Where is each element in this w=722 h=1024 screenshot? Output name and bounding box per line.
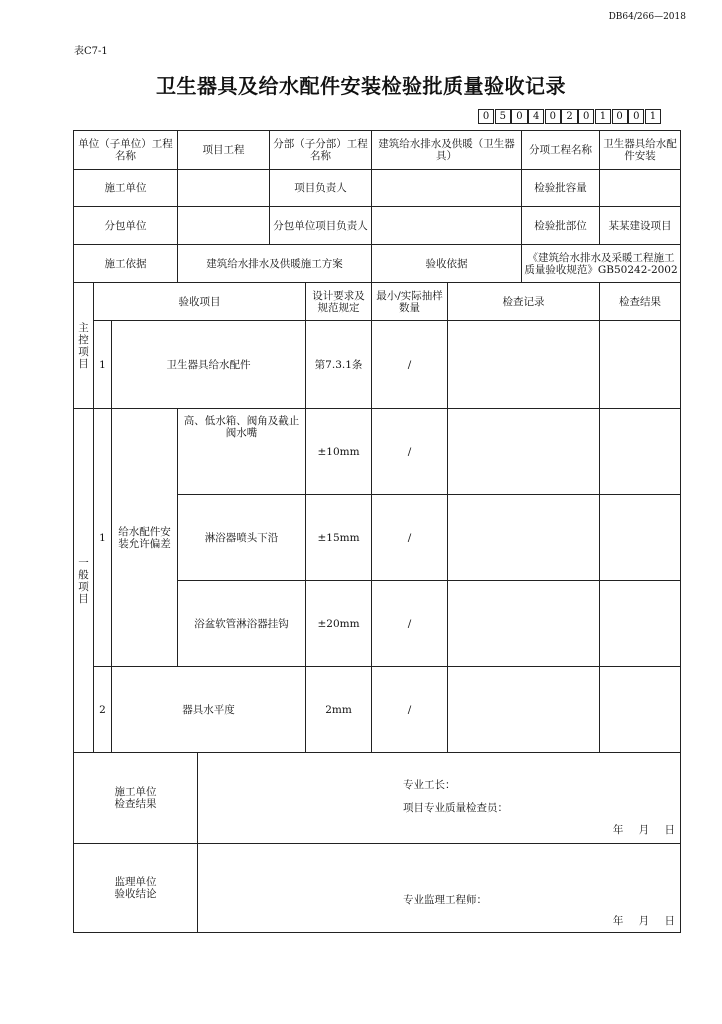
acceptance-basis-label: 验收依据 <box>372 245 522 283</box>
subitem-name-label: 分项工程名称 <box>522 131 600 170</box>
check-record <box>448 581 600 667</box>
inspection-record-table <box>73 130 681 933</box>
check-result <box>600 409 681 495</box>
design-spec: 2mm <box>306 667 372 753</box>
code-digit: 0 <box>478 109 494 124</box>
date-label: 年 月 日 <box>612 915 677 927</box>
check-result <box>600 495 681 581</box>
code-digit: 4 <box>528 109 544 124</box>
page-title: 卫生器具及给水配件安装检验批质量验收记录 <box>156 74 566 98</box>
batch-location-label: 检验批部位 <box>522 207 600 245</box>
group-label: 给水配件安装允许偏差 <box>112 409 178 667</box>
sample-count: / <box>372 581 448 667</box>
construction-basis-value: 建筑给水排水及供暖施工方案 <box>178 245 372 283</box>
subcontractor-pm-value <box>372 207 522 245</box>
supervisor-conclusion-label: 监理单位验收结论 <box>74 844 198 933</box>
subcontractor-pm-label: 分包单位项目负责人 <box>270 207 372 245</box>
batch-location-value: 某某建设项目 <box>600 207 681 245</box>
column-header-record: 检查记录 <box>448 283 600 321</box>
item-name: 卫生器具给水配件 <box>112 321 306 409</box>
contractor-label: 施工单位 <box>74 170 178 207</box>
subitem-name-value: 卫生器具给水配件安装 <box>600 131 681 170</box>
design-spec: ±10mm <box>306 409 372 495</box>
record-code-boxes <box>478 109 662 124</box>
column-header-design: 设计要求及规范规定 <box>306 283 372 321</box>
contractor-check-label: 施工单位检查结果 <box>74 753 198 844</box>
sample-count: / <box>372 667 448 753</box>
acceptance-basis-value: 《建筑给水排水及采暖工程施工质量验收规范》GB50242-2002 <box>522 245 681 283</box>
sample-count: / <box>372 495 448 581</box>
code-digit: 0 <box>511 109 527 124</box>
check-record <box>448 321 600 409</box>
item-name: 高、低水箱、阀角及截止阀水嘴 <box>178 409 306 495</box>
row-number: 1 <box>94 321 112 409</box>
unit-name-value: 项目工程 <box>178 131 270 170</box>
quality-inspector-label: 项目专业质量检查员： <box>403 802 509 814</box>
check-record <box>448 667 600 753</box>
column-header-item: 验收项目 <box>94 283 306 321</box>
batch-capacity-label: 检验批容量 <box>522 170 600 207</box>
check-result <box>600 321 681 409</box>
check-result <box>600 667 681 753</box>
foreman-label: 专业工长： <box>403 779 456 791</box>
batch-capacity-value <box>600 170 681 207</box>
code-digit: 1 <box>595 109 611 124</box>
code-digit: 5 <box>495 109 511 124</box>
code-digit: 1 <box>645 109 661 124</box>
subcontractor-label: 分包单位 <box>74 207 178 245</box>
item-name: 器具水平度 <box>112 667 306 753</box>
column-header-sample: 最小/实际抽样数量 <box>372 283 448 321</box>
check-record <box>448 409 600 495</box>
construction-basis-label: 施工依据 <box>74 245 178 283</box>
design-spec: ±15mm <box>306 495 372 581</box>
code-digit: 0 <box>628 109 644 124</box>
division-name-value: 建筑给水排水及供暖（卫生器具） <box>372 131 522 170</box>
group-number: 1 <box>94 409 112 667</box>
supervisor-signoff-cell <box>198 844 681 933</box>
division-name-label: 分部（子分部）工程名称 <box>270 131 372 170</box>
code-digit: 2 <box>561 109 577 124</box>
check-record <box>448 495 600 581</box>
design-spec: 第7.3.1条 <box>306 321 372 409</box>
contractor-signoff-cell <box>198 753 681 844</box>
project-manager-value <box>372 170 522 207</box>
subcontractor-value <box>178 207 270 245</box>
row-number: 2 <box>94 667 112 753</box>
project-manager-label: 项目负责人 <box>270 170 372 207</box>
item-name: 浴盆软管淋浴器挂钩 <box>178 581 306 667</box>
check-result <box>600 581 681 667</box>
column-header-result: 检查结果 <box>600 283 681 321</box>
code-digit: 0 <box>612 109 628 124</box>
code-digit: 0 <box>578 109 594 124</box>
date-label: 年 月 日 <box>612 824 677 836</box>
design-spec: ±20mm <box>306 581 372 667</box>
code-digit: 0 <box>545 109 561 124</box>
form-number: 表C7-1 <box>74 46 108 57</box>
sample-count: / <box>372 321 448 409</box>
sample-count: / <box>372 409 448 495</box>
contractor-value <box>178 170 270 207</box>
item-name: 淋浴器喷头下沿 <box>178 495 306 581</box>
main-control-label: 主控项目 <box>74 283 94 409</box>
general-items-label: 一般项目 <box>74 409 94 753</box>
standard-number: DB64/266—2018 <box>608 12 686 22</box>
unit-name-label: 单位（子单位）工程名称 <box>74 131 178 170</box>
supervising-engineer-label: 专业监理工程师： <box>403 894 488 906</box>
